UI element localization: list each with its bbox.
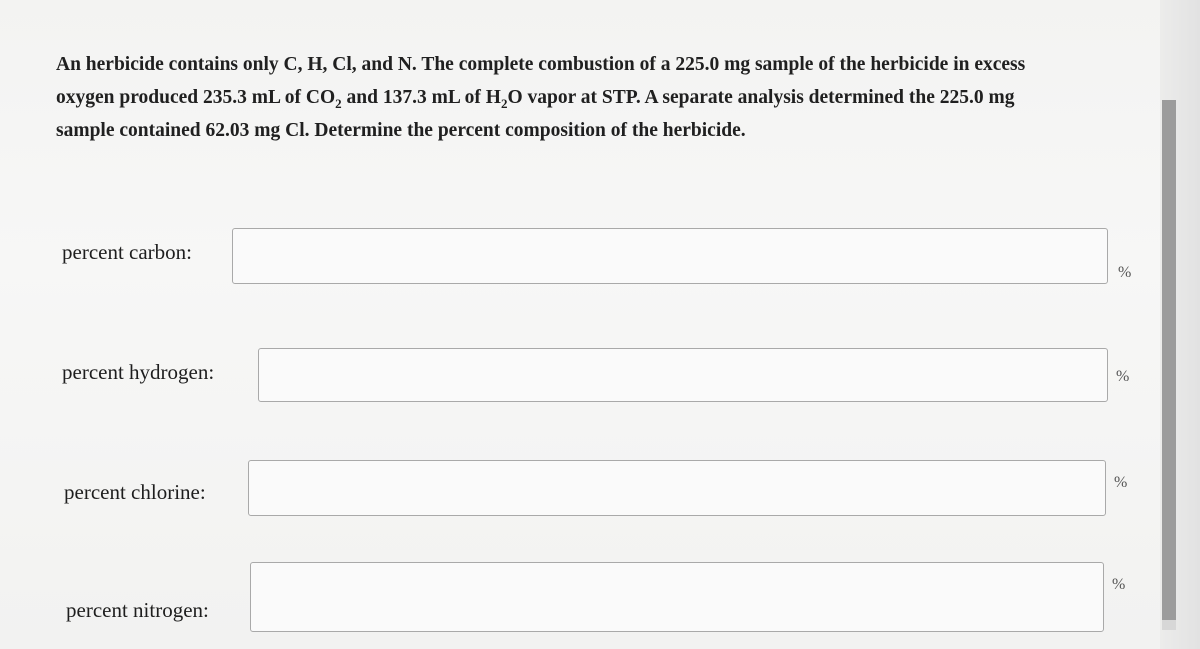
hydrogen-unit: %: [1116, 368, 1130, 385]
hydrogen-label: percent hydrogen:: [62, 360, 215, 384]
question-line-2-part-3: O vapor at STP. A separate analysis determined the 225.0 mg: [507, 87, 1015, 108]
question-line-2-part-2: and 137.3 mL of H: [341, 87, 501, 108]
nitrogen-percent-input[interactable]: [250, 562, 1104, 632]
answer-row-chlorine: [0, 460, 1160, 520]
question-text: [56, 48, 1116, 147]
co2-subscript: 2: [335, 95, 342, 111]
scrollbar-track[interactable]: [1162, 100, 1176, 630]
hydrogen-percent-input[interactable]: [258, 348, 1108, 402]
chlorine-unit: %: [1114, 474, 1128, 491]
carbon-label: percent carbon:: [62, 240, 193, 264]
chlorine-label: percent chlorine:: [64, 480, 206, 504]
answer-row-carbon: [0, 228, 1160, 288]
nitrogen-unit: %: [1112, 576, 1126, 593]
answer-row-hydrogen: [0, 346, 1160, 406]
question-line-2-part-1: oxygen produced 235.3 mL of CO: [56, 87, 336, 108]
carbon-unit: %: [1118, 264, 1132, 281]
h2o-subscript: 2: [500, 95, 508, 111]
nitrogen-label: percent nitrogen:: [66, 598, 209, 622]
question-line-2: [56, 81, 1116, 114]
question-line-3: sample contained 62.03 mg Cl. Determine the percent composition of the herbicide.: [56, 120, 746, 141]
scrollbar-thumb[interactable]: [1162, 100, 1176, 620]
carbon-percent-input[interactable]: [232, 228, 1108, 284]
answer-row-nitrogen: [0, 562, 1160, 622]
chlorine-percent-input[interactable]: [248, 460, 1106, 516]
question-line-1: An herbicide contains only C, H, Cl, and N. The complete combustion of a 225.0 mg sample of the herbicide in excess: [56, 54, 1026, 75]
